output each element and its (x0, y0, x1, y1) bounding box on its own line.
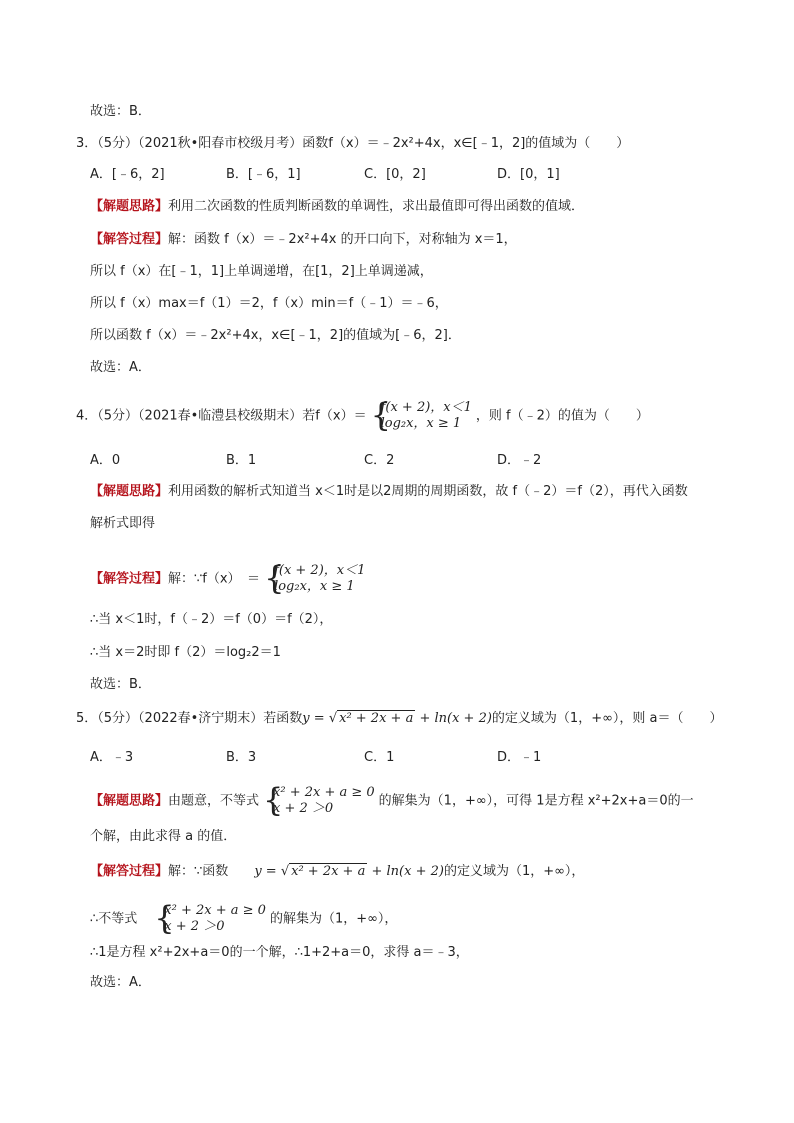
q4-stem-source: 4．（5分）（2021春•临澧县校级期末）若 (76, 408, 316, 424)
q4-proc-case-1: f(x + 2)，x＜1 (274, 563, 366, 578)
q5-idea-tail: 的解集为（1，+∞），可得 1是方程 x²+2x+a＝0的一 (378, 793, 694, 809)
q3-option-d[interactable]: D．[0，1] (497, 167, 560, 182)
q5-option-d[interactable]: D．﹣1 (497, 750, 542, 765)
q3-proc-line-3: 所以 f（x）max＝f（1）＝2，f（x）min＝f（﹣1）＝﹣6， (90, 296, 448, 311)
q3-proc-line-1: 解：函数 f（x）＝﹣2x²+4x 的开口向下，对称轴为 x＝1， (168, 232, 517, 247)
q5-ineq-1: x² + 2x + a ≥ 0 (273, 785, 375, 800)
q5-proc-func-tail: + ln(x + 2) (367, 864, 444, 879)
q5-answer: 故选：A． (90, 975, 151, 990)
q5-proc-func-radicand: x² + 2x + a (291, 864, 366, 879)
q5-proc-2-lead: ∴不等式 (90, 911, 138, 927)
q4-case-2: log₂x，x ≥ 1 (380, 416, 462, 431)
q4-proc-line-2: ∴当 x＜1时，f（﹣2）＝f（0）＝f（2）， (90, 612, 333, 627)
q4-idea-text-1: 利用函数的解析式知道当 x＜1时是以2周期的周期函数，故 f（﹣2）＝f（2），再代入函数 (168, 484, 688, 499)
q5-option-a[interactable]: A．﹣3 (90, 750, 134, 765)
q4-option-b[interactable]: B．1 (226, 453, 257, 468)
q5-option-c[interactable]: C．1 (364, 750, 395, 765)
q3-stem-text: f（x）＝﹣2x²+4x，x∈[﹣1，2]的值域为（ ） (328, 136, 630, 151)
q5-proc-lead: 解：∵函数 (168, 864, 229, 879)
q5-proc-func-y: y = (254, 864, 281, 879)
q4-proc-lead: 解：∵f（x） ＝ (168, 571, 261, 587)
q5-stem (76, 709, 723, 729)
q5-proc-ineq-1: x² + 2x + a ≥ 0 (164, 903, 266, 918)
q5-proc-label: 【解答过程】 (90, 864, 169, 879)
q4-idea-text-2: 解析式即得 (90, 516, 156, 531)
q3-process-1 (90, 230, 517, 250)
q4-proc-label: 【解答过程】 (90, 571, 169, 587)
q3-stem-source: 3．（5分）（2021秋•阳春市校级月考）函数 (76, 136, 329, 151)
q5-process-2 (90, 899, 398, 937)
q5-proc-line-3: ∴1是方程 x²+2x+a＝0的一个解，∴1+2+a＝0，求得 a＝﹣3， (90, 945, 469, 960)
q5-func-tail: + ln(x + 2) (415, 711, 492, 726)
q5-proc-ineq-2: x + 2 ＞0 (164, 919, 225, 934)
q5-proc-tail: 的定义域为（1，+∞）， (443, 864, 585, 879)
q5-func: y = √ x² + 2x + a + ln(x + 2) (302, 711, 492, 726)
q5-ineq-2: x + 2 ＞0 (273, 801, 334, 816)
q5-proc-func: y = √ x² + 2x + a + ln(x + 2) (254, 864, 444, 879)
q3-proc-line-4: 所以函数 f（x）＝﹣2x²+4x，x∈[﹣1，2]的值域为[﹣6，2]． (90, 328, 461, 343)
q4-stem (76, 396, 649, 434)
q3-option-b[interactable]: B．[﹣6，1] (226, 167, 301, 182)
q4-answer: 故选：B． (90, 677, 151, 692)
q5-stem-tail: 的定义域为（1，+∞），则 a＝（ ） (491, 711, 723, 726)
q5-idea-text-2: 个解，由此求得 a 的值． (90, 829, 237, 844)
q4-case-1: f(x + 2)，x＜1 (380, 400, 472, 415)
q3-proc-line-2: 所以 f（x）在[﹣1，1]上单调递增，在[1，2]上单调递减， (90, 264, 433, 279)
q5-proc-system: { x² + 2x + a ≥ 0 x + 2 ＞0 (154, 899, 266, 937)
q5-idea-1 (90, 781, 694, 819)
q4-proc-piecewise: { f(x + 2)，x＜1 log₂x，x ≥ 1 (264, 559, 366, 597)
prev-answer: 故选：B． (90, 104, 151, 119)
q3-answer: 故选：A． (90, 360, 151, 375)
q4-stem-tail: ，则 f（﹣2）的值为（ ） (475, 408, 649, 424)
q5-stem-source: 5．（5分）（2022春•济宁期末）若函数 (76, 711, 303, 726)
q4-proc-line-3: ∴当 x＝2时即 f（2）＝log₂2＝1 (90, 645, 281, 660)
q3-idea-label: 【解题思路】 (90, 199, 169, 214)
q3-option-c[interactable]: C．[0，2] (364, 167, 426, 182)
q5-idea-lead: 由题意，不等式 (168, 793, 260, 809)
q5-idea-label: 【解题思路】 (90, 793, 169, 809)
q3-option-a[interactable]: A．[﹣6，2] (90, 167, 165, 182)
q5-idea-system: { x² + 2x + a ≥ 0 x + 2 ＞0 (263, 781, 375, 819)
q4-process-1 (90, 559, 369, 597)
q4-proc-case-2: log₂x，x ≥ 1 (274, 579, 355, 594)
q4-idea-label: 【解题思路】 (90, 484, 169, 499)
q4-piecewise: { f(x + 2)，x＜1 log₂x，x ≥ 1 (370, 396, 472, 434)
q5-func-y: y = (302, 711, 329, 726)
q5-process-1 (90, 862, 584, 882)
q5-proc-2-tail: 的解集为（1，+∞）， (269, 911, 398, 927)
q4-option-a[interactable]: A．0 (90, 453, 121, 468)
q4-idea-1 (90, 482, 688, 502)
q4-option-d[interactable]: D．﹣2 (497, 453, 542, 468)
q3-idea-text: 利用二次函数的性质判断函数的单调性，求出最值即可得出函数的值域． (168, 199, 585, 214)
q4-option-c[interactable]: C．2 (364, 453, 395, 468)
q3-stem (76, 134, 629, 154)
q5-option-b[interactable]: B．3 (226, 750, 257, 765)
q3-idea (90, 197, 584, 217)
q4-stem-fx: f（x）＝ (315, 408, 367, 424)
q3-proc-label: 【解答过程】 (90, 232, 169, 247)
q5-func-radicand: x² + 2x + a (339, 711, 414, 726)
